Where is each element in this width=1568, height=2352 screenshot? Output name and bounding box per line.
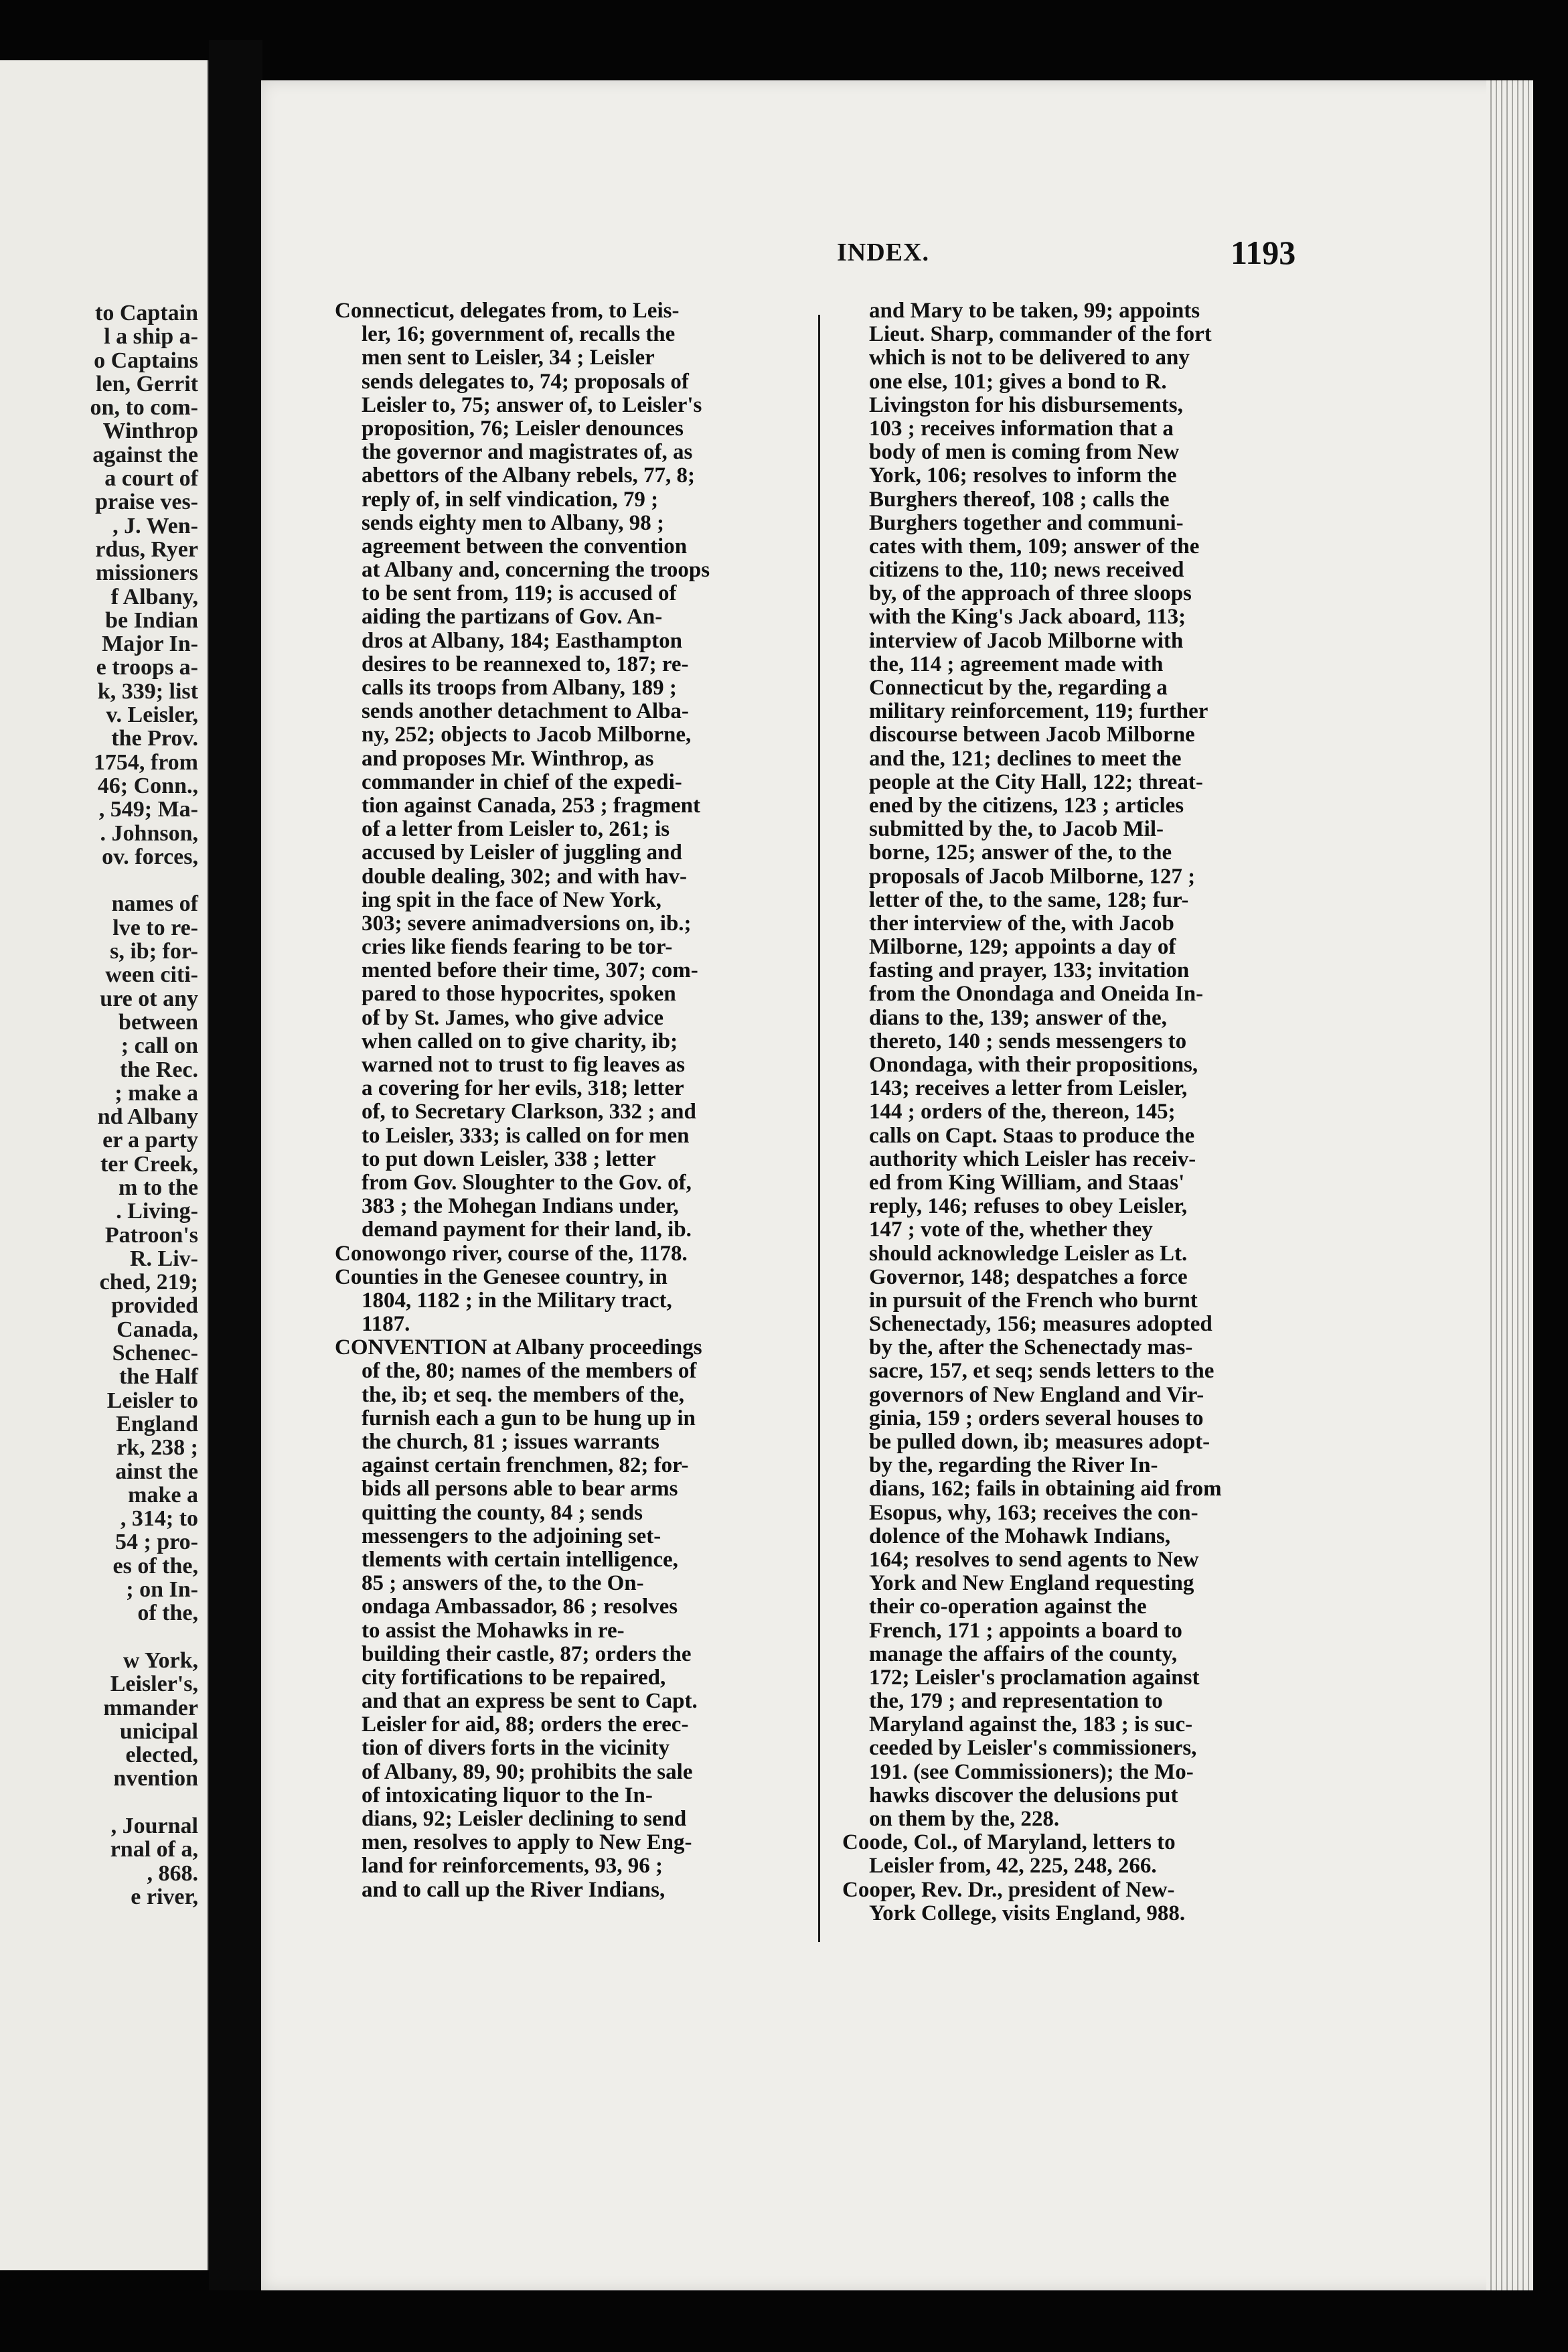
facing-page-line: Patroon's: [104, 1222, 198, 1248]
index-line: of a letter from Leisler to, 261; is: [362, 817, 670, 842]
index-line: from the Onondaga and Oneida In-: [869, 982, 1204, 1007]
facing-page-line: , Journal: [110, 1814, 198, 1838]
page-number: 1193: [1231, 234, 1296, 271]
index-line: hawks discover the delusions put: [869, 1783, 1178, 1808]
facing-page-line: the Prov.: [111, 726, 198, 751]
index-line: sacre, 157, et seq; sends letters to the: [869, 1359, 1214, 1384]
facing-page-line: a court of: [104, 466, 198, 492]
index-line: one else, 101; gives a bond to R.: [869, 369, 1167, 394]
index-line: the, ib; et seq. the members of the,: [362, 1382, 685, 1407]
index-line: Lieut. Sharp, commander of the fort: [869, 322, 1212, 347]
index-line: on them by the, 228.: [869, 1807, 1060, 1831]
facing-page-line: Schenec-: [112, 1341, 198, 1366]
index-line: discourse between Jacob Milborne: [869, 723, 1195, 747]
index-line: Leisler for aid, 88; orders the erec-: [362, 1712, 689, 1737]
facing-page-line: er a party: [102, 1128, 198, 1153]
index-line: of intoxicating liquor to the In-: [362, 1783, 653, 1808]
index-line: ened by the citizens, 123 ; articles: [869, 793, 1184, 818]
index-line: be pulled down, ib; measures adopt-: [869, 1430, 1210, 1454]
index-line: 164; resolves to send agents to New: [869, 1547, 1199, 1572]
index-line: manage the affairs of the county,: [869, 1641, 1178, 1666]
facing-page-line: Major In-: [102, 632, 198, 657]
index-line: body of men is coming from New: [869, 440, 1180, 465]
index-line: accused by Leisler of juggling and: [362, 840, 682, 865]
index-line: people at the City Hall, 122; threat-: [869, 769, 1203, 794]
facing-page-line: ure ot any: [100, 986, 198, 1011]
index-line: Coode, Col., of Maryland, letters to: [842, 1830, 1176, 1855]
index-line: 85 ; answers of the, to the On-: [362, 1571, 644, 1596]
index-line: 303; severe animadversions on, ib.;: [362, 911, 692, 936]
facing-page-line: 54 ; pro-: [114, 1530, 198, 1555]
facing-page-line: [0, 1625, 198, 1649]
index-line: ing spit in the face of New York,: [362, 887, 661, 912]
page-edges: [1486, 80, 1533, 2290]
facing-page-line: rnal of a,: [110, 1837, 198, 1862]
index-line: French, 171 ; appoints a board to: [869, 1618, 1182, 1643]
index-line: of the, 80; names of the members of: [362, 1359, 697, 1384]
facing-page-line: nvention: [113, 1766, 198, 1791]
index-line: when called on to give charity, ib;: [362, 1029, 678, 1053]
index-line: sends eighty men to Albany, 98 ;: [362, 510, 664, 535]
facing-page-line: , 868.: [147, 1860, 198, 1886]
facing-page-line: es of the,: [112, 1553, 198, 1578]
facing-page-line: Leisler to: [106, 1388, 198, 1413]
index-line: York College, visits England, 988.: [869, 1901, 1186, 1925]
facing-page-line: on, to com-: [90, 395, 198, 421]
index-line: furnish each a gun to be hung up in: [362, 1406, 696, 1430]
index-line: cates with them, 109; answer of the: [869, 534, 1200, 559]
index-line: aiding the partizans of Gov. An-: [362, 605, 663, 630]
index-line: ler, 16; government of, recalls the: [362, 322, 676, 347]
index-line: dros at Albany, 184; Easthampton: [362, 628, 682, 653]
index-line: ginia, 159 ; orders several houses to: [869, 1406, 1204, 1430]
index-line: ther interview of the, with Jacob: [869, 911, 1174, 936]
index-line: which is not to be delivered to any: [869, 346, 1190, 370]
index-line: of by St. James, who give advice: [362, 1005, 663, 1030]
index-line: 383 ; the Mohegan Indians under,: [362, 1194, 679, 1219]
facing-page-line: e river,: [131, 1884, 198, 1909]
facing-page-line: ; on In-: [126, 1577, 198, 1603]
facing-page-line: lve to re-: [112, 915, 198, 940]
index-line: by the, regarding the River In-: [869, 1453, 1158, 1478]
index-line: reply of, in self vindication, 79 ;: [362, 487, 659, 512]
index-line: Connecticut by the, regarding a: [869, 676, 1168, 700]
index-line: Burghers together and communi-: [869, 510, 1184, 535]
index-line: Esopus, why, 163; receives the con-: [869, 1500, 1198, 1525]
facing-page-line: ov. forces,: [102, 844, 198, 869]
index-line: fasting and prayer, 133; invitation: [869, 958, 1190, 983]
index-line: CONVENTION at Albany proceedings: [335, 1335, 702, 1360]
index-line: warned not to trust to fig leaves as: [362, 1053, 686, 1077]
index-line: and the, 121; declines to meet the: [869, 746, 1182, 771]
index-line: citizens to the, 110; news received: [869, 558, 1184, 583]
index-line: abettors of the Albany rebels, 77, 8;: [362, 463, 696, 488]
index-line: Governor, 148; despatches a force: [869, 1264, 1188, 1289]
facing-page-line: the Half: [119, 1364, 198, 1390]
index-line: to put down Leisler, 338 ; letter: [362, 1147, 656, 1171]
index-line: demand payment for their land, ib.: [362, 1218, 692, 1242]
facing-page-line: provided: [111, 1293, 198, 1319]
index-line: dians, 162; fails in obtaining aid from: [869, 1477, 1222, 1501]
column-rule: [818, 315, 820, 1942]
index-line: authority which Leisler has receiv-: [869, 1147, 1196, 1171]
index-line: governors of New England and Vir-: [869, 1382, 1204, 1407]
index-line: men, resolves to apply to New Eng-: [362, 1830, 692, 1855]
facing-page-line: between: [119, 1009, 198, 1035]
facing-page-line: England: [116, 1411, 198, 1437]
facing-page-line: be Indian: [105, 607, 198, 633]
index-line: 143; receives a letter from Leisler,: [869, 1076, 1188, 1101]
book-gutter: [209, 40, 262, 2290]
index-line: commander in chief of the expedi-: [362, 769, 682, 794]
index-line: 103 ; receives information that a: [869, 416, 1174, 441]
index-line: at Albany and, concerning the troops: [362, 558, 710, 583]
index-line: thereto, 140 ; sends messengers to: [869, 1029, 1187, 1053]
index-line: to be sent from, 119; is accused of: [362, 581, 677, 606]
facing-page-line: , 549; Ma-: [98, 797, 198, 822]
index-line: reply, 146; refuses to obey Leisler,: [869, 1194, 1188, 1219]
facing-page-line: R. Liv-: [130, 1246, 198, 1271]
index-line: Milborne, 129; appoints a day of: [869, 935, 1176, 960]
index-line: proposition, 76; Leisler denounces: [362, 416, 684, 441]
index-line: the church, 81 ; issues warrants: [362, 1430, 659, 1454]
index-line: and to call up the River Indians,: [362, 1877, 665, 1902]
index-line: Cooper, Rev. Dr., president of New-: [842, 1877, 1175, 1902]
index-line: ceeded by Leisler's commissioners,: [869, 1736, 1197, 1761]
index-line: desires to be reannexed to, 187; re-: [362, 652, 689, 676]
facing-page-line: s, ib; for-: [110, 939, 198, 964]
index-line: cries like fiends fearing to be tor-: [362, 935, 673, 960]
index-line: Connecticut, delegates from, to Leis-: [335, 299, 680, 323]
facing-page-line: Winthrop: [102, 419, 198, 444]
running-head: INDEX.: [837, 238, 929, 267]
index-line: Livingston for his disbursements,: [869, 392, 1183, 417]
index-line: Leisler from, 42, 225, 248, 266.: [869, 1854, 1157, 1879]
index-line: land for reinforcements, 93, 96 ;: [362, 1854, 663, 1879]
facing-page-line: v. Leisler,: [106, 703, 198, 728]
facing-page-line: of the,: [137, 1601, 198, 1626]
index-line: building their castle, 87; orders the: [362, 1641, 692, 1666]
index-line: to assist the Mohawks in re-: [362, 1618, 625, 1643]
facing-page-fragment: [0, 60, 210, 2270]
index-line: men sent to Leisler, 34 ; Leisler: [362, 346, 655, 370]
index-line: interview of Jacob Milborne with: [869, 628, 1184, 653]
index-line: calls its troops from Albany, 189 ;: [362, 676, 677, 700]
index-line: with the King's Jack aboard, 113;: [869, 605, 1186, 630]
index-column-left: [335, 299, 830, 1902]
facing-page-line: ter Creek,: [100, 1151, 198, 1177]
facing-page-line: rk, 238 ;: [116, 1435, 198, 1461]
index-column-right: [842, 299, 1324, 1925]
index-line: city fortifications to be repaired,: [362, 1665, 666, 1690]
facing-page-line: mmander: [103, 1695, 198, 1720]
facing-page-line: l a ship a-: [104, 324, 198, 350]
index-line: Onondaga, with their propositions,: [869, 1053, 1198, 1077]
facing-page-line: m to the: [119, 1175, 198, 1200]
index-line: dolence of the Mohawk Indians,: [869, 1524, 1171, 1548]
facing-page-line: the Rec.: [119, 1057, 198, 1082]
index-line: double dealing, 302; and with hav-: [362, 864, 687, 889]
index-line: Burghers thereof, 108 ; calls the: [869, 487, 1170, 512]
facing-page-line: 46; Conn.,: [97, 773, 198, 798]
index-line: should acknowledge Leisler as Lt.: [869, 1241, 1188, 1266]
facing-page-line: . Johnson,: [100, 820, 198, 846]
index-line: of, to Secretary Clarkson, 332 ; and: [362, 1100, 696, 1124]
index-line: Maryland against the, 183 ; is suc-: [869, 1712, 1193, 1737]
facing-page-line: unicipal: [119, 1718, 198, 1744]
index-line: sends another detachment to Alba-: [362, 699, 689, 724]
index-line: borne, 125; answer of the, to the: [869, 840, 1172, 865]
index-line: Counties in the Genesee country, in: [335, 1264, 668, 1289]
facing-page-line: e troops a-: [96, 655, 198, 680]
index-line: messengers to the adjoining set-: [362, 1524, 661, 1548]
index-line: agreement between the convention: [362, 534, 688, 559]
index-line: dians, 92; Leisler declining to send: [362, 1807, 687, 1831]
index-line: and that an express be sent to Capt.: [362, 1689, 698, 1714]
facing-page-line: 1754, from: [93, 749, 198, 775]
index-line: bids all persons able to bear arms: [362, 1477, 678, 1501]
index-line: Leisler to, 75; answer of, to Leisler's: [362, 392, 702, 417]
facing-page-line: [0, 869, 198, 892]
index-line: of Albany, 89, 90; prohibits the sale: [362, 1759, 693, 1784]
index-line: tion against Canada, 253 ; fragment: [362, 793, 701, 818]
index-line: tlements with certain intelligence,: [362, 1547, 678, 1572]
facing-page-line: . Living-: [116, 1199, 198, 1224]
facing-page-line: [0, 1791, 198, 1814]
index-line: 191. (see Commissioners); the Mo-: [869, 1759, 1194, 1784]
index-line: by the, after the Schenectady mas-: [869, 1335, 1193, 1360]
facing-page-line: ainst the: [115, 1459, 198, 1484]
index-line: ondaga Ambassador, 86 ; resolves: [362, 1595, 678, 1619]
index-line: their co-operation against the: [869, 1595, 1147, 1619]
index-line: the, 114 ; agreement made with: [869, 652, 1164, 676]
facing-page-line: ched, 219;: [99, 1270, 198, 1295]
index-line: against certain frenchmen, 82; for-: [362, 1453, 689, 1478]
index-line: sends delegates to, 74; proposals of: [362, 369, 689, 394]
index-line: 147 ; vote of the, whether they: [869, 1218, 1153, 1242]
facing-page-line: missioners: [96, 561, 198, 586]
facing-page-line: to Captain: [95, 301, 198, 325]
index-line: the, 179 ; and representation to: [869, 1689, 1163, 1714]
index-line: tion of divers forts in the vicinity: [362, 1736, 670, 1761]
index-line: ed from King William, and Staas': [869, 1170, 1185, 1195]
index-line: and proposes Mr. Winthrop, as: [362, 746, 654, 771]
facing-page-line: , 314; to: [120, 1506, 198, 1532]
index-line: letter of the, to the same, 128; fur-: [869, 887, 1189, 912]
facing-page-line: rdus, Ryer: [95, 536, 198, 562]
index-line: dians to the, 139; answer of the,: [869, 1005, 1167, 1030]
index-line: calls on Capt. Staas to produce the: [869, 1123, 1195, 1148]
facing-page-line: Canada,: [116, 1317, 198, 1342]
facing-page-line: Leisler's,: [110, 1672, 198, 1697]
index-line: 1804, 1182 ; in the Military tract,: [362, 1288, 672, 1313]
facing-page-line: elected,: [125, 1743, 198, 1768]
facing-page-line: make a: [128, 1482, 198, 1508]
facing-page-line: ; make a: [114, 1080, 198, 1106]
facing-page-line: len, Gerrit: [96, 371, 198, 396]
index-line: in pursuit of the French who burnt: [869, 1288, 1198, 1313]
index-line: submitted by the, to Jacob Mil-: [869, 817, 1164, 842]
facing-page-text: [0, 301, 198, 1909]
facing-page-line: k, 339; list: [97, 678, 198, 704]
index-line: proposals of Jacob Milborne, 127 ;: [869, 864, 1196, 889]
index-line: 172; Leisler's proclamation against: [869, 1665, 1200, 1690]
index-line: to Leisler, 333; is called on for men: [362, 1123, 690, 1148]
index-line: and Mary to be taken, 99; appoints: [869, 299, 1200, 323]
facing-page-line: f Albany,: [110, 584, 198, 609]
facing-page-line: against the: [92, 442, 198, 467]
index-line: ny, 252; objects to Jacob Milborne,: [362, 723, 692, 747]
facing-page-line: nd Albany: [97, 1104, 198, 1130]
index-line: the governor and magistrates of, as: [362, 440, 693, 465]
facing-page-line: names of: [111, 891, 198, 917]
index-line: quitting the county, 84 ; sends: [362, 1500, 643, 1525]
index-line: from Gov. Sloughter to the Gov. of,: [362, 1170, 692, 1195]
index-line: 144 ; orders of the, thereon, 145;: [869, 1100, 1176, 1124]
index-line: Schenectady, 156; measures adopted: [869, 1312, 1212, 1337]
facing-page-line: ween citi-: [105, 962, 198, 988]
index-line: York and New England requesting: [869, 1571, 1194, 1596]
facing-page-line: ; call on: [121, 1033, 198, 1059]
index-line: by, of the approach of three sloops: [869, 581, 1192, 606]
index-line: a covering for her evils, 318; letter: [362, 1076, 684, 1101]
index-line: mented before their time, 307; com-: [362, 958, 698, 983]
index-line: Conowongo river, course of the, 1178.: [335, 1241, 688, 1266]
facing-page-line: w York,: [123, 1647, 198, 1673]
index-line: military reinforcement, 119; further: [869, 699, 1208, 724]
facing-page-line: praise ves-: [95, 490, 198, 515]
facing-page-line: , J. Wen-: [112, 513, 198, 538]
index-line: pared to those hypocrites, spoken: [362, 982, 676, 1007]
facing-page-line: o Captains: [94, 348, 198, 373]
index-line: York, 106; resolves to inform the: [869, 463, 1177, 488]
index-line: 1187.: [362, 1312, 410, 1337]
